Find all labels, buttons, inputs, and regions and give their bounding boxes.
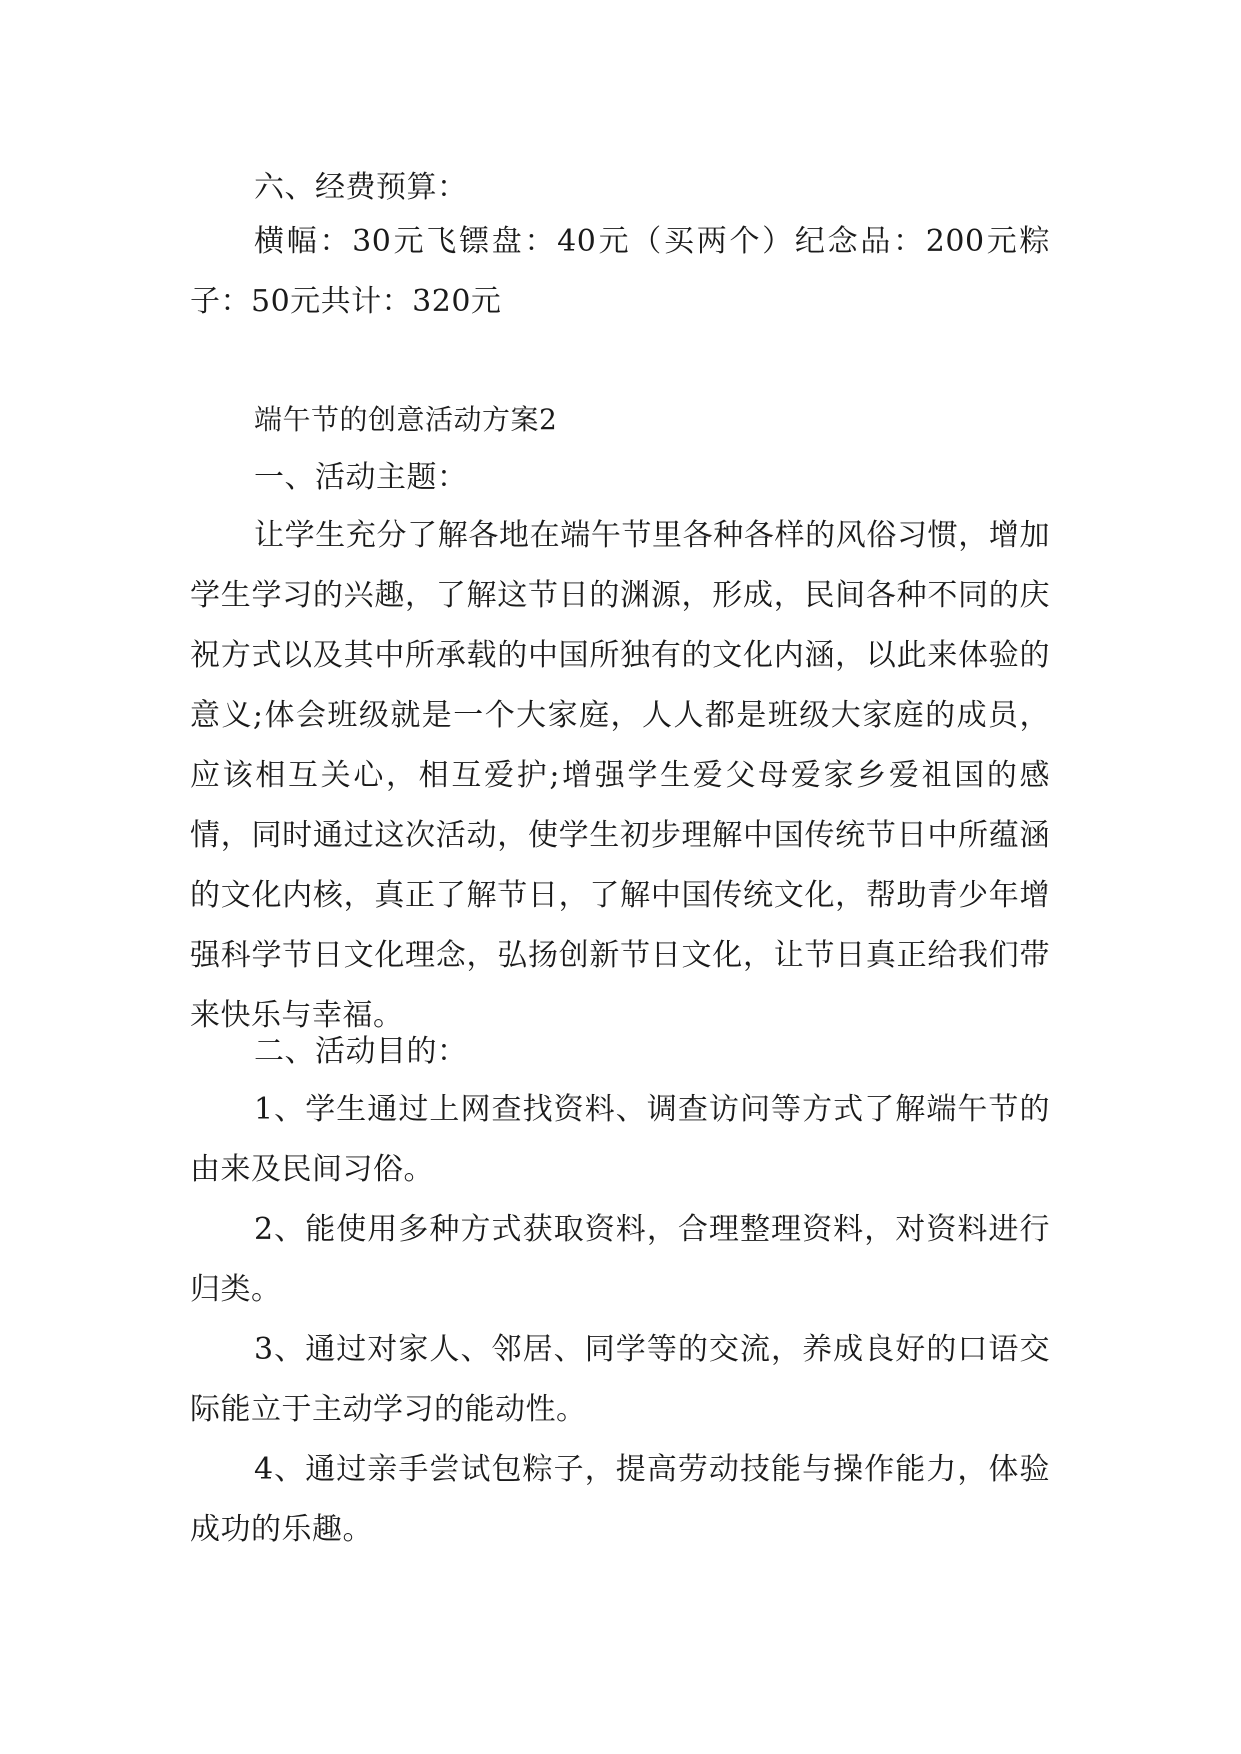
goal-item: 1、学生通过上网查找资料、调查访问等方式了解端午节的由来及民间习俗。 (190, 1092, 1050, 1187)
plan-title: 端午节的创意活动方案2 (254, 403, 558, 436)
goal-item: 3、通过对家人、邻居、同学等的交流，养成良好的口语交际能立于主动学习的能动性。 (190, 1332, 1050, 1427)
goal-item: 2、能使用多种方式获取资料，合理整理资料，对资料进行归类。 (190, 1212, 1050, 1307)
theme-heading: 一、活动主题： (254, 460, 468, 495)
budget-items-paragraph: 横幅：30元飞镖盘：40元（买两个）纪念品：200元粽子：50元共计：320元 (190, 224, 1050, 319)
goal-item: 4、通过亲手尝试包粽子，提高劳动技能与操作能力，体验成功的乐趣。 (190, 1452, 1050, 1547)
goals-heading: 二、活动目的： (254, 1034, 468, 1069)
theme-body-paragraph: 让学生充分了解各地在端午节里各种各样的风俗习惯，增加学生学习的兴趣，了解这节日的渊源，形成，民间各种不同的庆祝方式以及其中所承载的中国所独有的文化内涵，以此来体验的意义;体会班级就是一个大家庭，人人都是班级大家庭的成员，应该相互关心，相互爱护;增强学生爱父母爱家乡爱祖国的感情，同时通过这次活动，使学生初步理解中国传统节日中所蕴涵的文化内核，真正了解节日，了解中国传统文化，帮助青少年增强科学节日文化理念，弘扬创新节日文化，让节日真正给我们带来快乐与幸福。 (190, 518, 1050, 1033)
budget-heading: 六、经费预算： (254, 170, 468, 205)
